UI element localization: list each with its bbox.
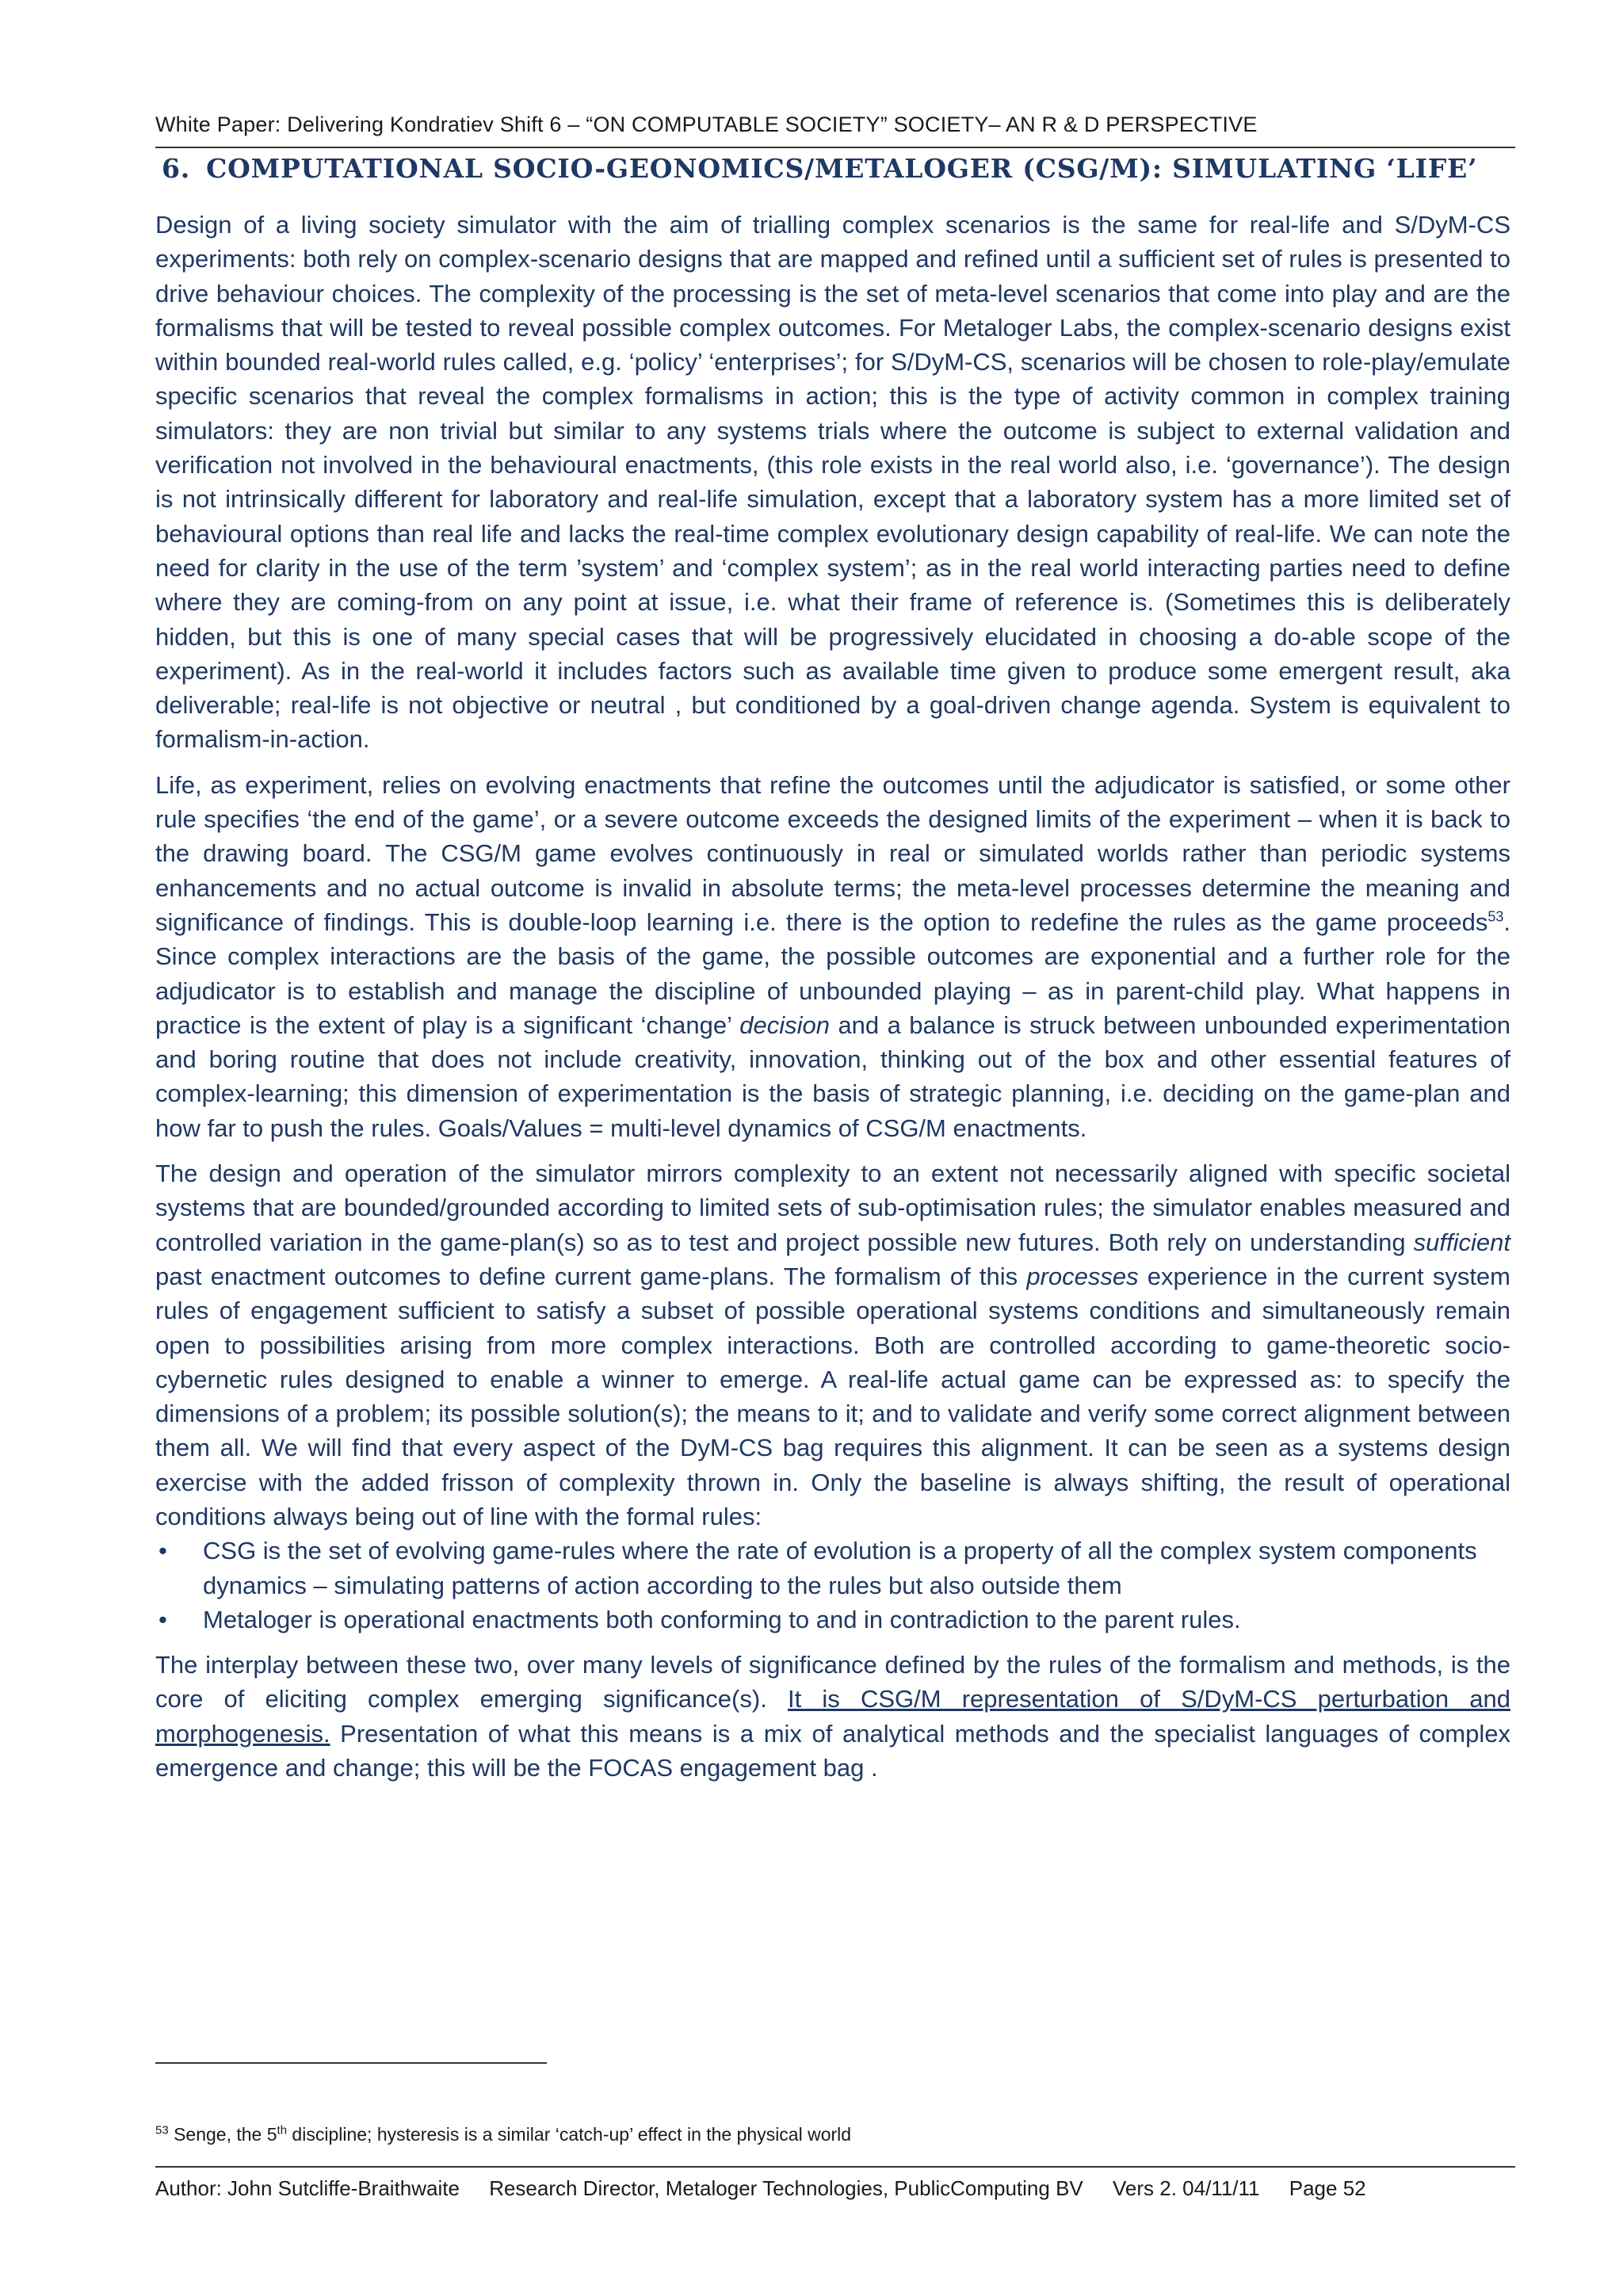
paragraph-3-emphasis-1: sufficient — [1413, 1228, 1510, 1256]
paragraph-2-text-c: and a balance is struck between unbounded experimentation and boring routine that does not include creativity, innovation, thinking out of the box and other essential features of complex-learning; this dimension of experimentation is the basis of strategic planning, i.e. deciding on the game-plan and how far to push the rules. Goals/Values = multi-level dynamics of CSG/M enactments. — [155, 1010, 1510, 1142]
paragraph-4-underlined: It is CSG/M representation of S/DyM-CS perturbation and morphogenesis. — [155, 1685, 1510, 1748]
running-header: White Paper: Delivering Kondratiev Shift 6 – “ON COMPUTABLE SOCIETY” SOCIETY– AN R & D PERSPECTIVE — [155, 113, 1258, 136]
paragraph-3-text-a: The design and operation of the simulator mirrors complexity to an extent not necessarily aligned with specific societal systems that are bounded/grounded according to limited sets of sub-optimisation rules; the simulator enables measured and controlled variation in the game-plan(s) so as to test and project possible new futures. Both rely on understanding — [155, 1159, 1510, 1256]
paragraph-2-text-a: Life, as experiment, relies on evolving enactments that refine the outcomes until the adjudicator is satisfied, or some other rule specifies ‘the end of the game’, or a severe outcome exceeds the designed limits of the experiment – when it is back to the drawing board. The CSG/M game evolves continuously in real or simulated worlds rather than periodic systems enhancements and no actual outcome is invalid in absolute terms; the meta-level processes determine the meaning and significance of findings. This is double-loop learning i.e. there is the option to redefine the rules as the game proceeds — [155, 770, 1510, 936]
paragraph-2-text-b: . Since complex interactions are the basis of the game, the possible outcomes are exponential and a further role for the adjudicator is to establish and manage the discipline of unbounded playing – as in parent-child play. What happens in practice is the extent of play is a significant ‘change’ — [155, 907, 1510, 1039]
footnote-ordinal: th — [277, 2123, 288, 2137]
bullet-list — [155, 1534, 1510, 1637]
paragraph-4 — [155, 1648, 1510, 1785]
section-heading — [162, 153, 1515, 184]
paragraph-4-text-b: Presentation of what this means is a mix of analytical methods and the specialist languages of complex emergence and change; this will be the FOCAS engagement bag . — [155, 1719, 1510, 1782]
list-item — [155, 1534, 1510, 1603]
paragraph-3-emphasis-2: processes — [1026, 1262, 1139, 1290]
paragraph-2 — [155, 768, 1510, 1145]
paragraph-4-text-a: The interplay between these two, over many levels of significance defined by the rules of the formalism and methods, is the core of eliciting complex emerging significance(s). — [155, 1651, 1510, 1713]
section-title: COMPUTATIONAL SOCIO-GEONOMICS/METALOGER (CSG/M): SIMULATING ‘LIFE’ — [206, 153, 1478, 184]
footer-page-number: Page 52 — [1289, 2176, 1366, 2200]
body-text — [155, 208, 1510, 1796]
footnote-divider — [155, 2062, 547, 2064]
paragraph-3-text-c: experience in the current system rules of engagement sufficient to satisfy a subset of possible operational systems conditions and simultaneously remain open to possibilities arising from more complex interactions. Both are controlled according to game-theoretic socio-cybernetic rules designed to enable a winner to emerge. A real-life actual game can be expressed as: to specify the dimensions of a problem; its possible solution(s); the means to it; and to validate and verify some correct alignment between them all. We will find that every aspect of the DyM-CS bag requires this alignment. It can be seen as a systems design exercise with the added frisson of complexity thrown in. Only the baseline is always shifting, the result of operational conditions always being out of line with the formal rules: — [155, 1262, 1510, 1530]
footnote-text-a: Senge, the 5 — [168, 2124, 277, 2145]
footnote — [155, 2124, 851, 2145]
list-item-text: CSG is the set of evolving game-rules where the rate of evolution is a property of all the complex system components dynamics – simulating patterns of action according to the rules but also outside them — [203, 1537, 1477, 1599]
paragraph-1: Design of a living society simulator with the aim of trialling complex scenarios is the same for real-life and S/DyM-CS experiments: both rely on complex-scenario designs that are mapped and refined until a sufficient set of rules is presented to drive behaviour choices. The complexity of the processing is the set of meta-level scenarios that come into play and are the formalisms that will be tested to reveal possible complex outcomes. For Metaloger Labs, the complex-scenario designs exist within bounded real-world rules called, e.g. ‘policy’ ‘enterprises’; for S/DyM-CS, scenarios will be chosen to role-play/emulate specific scenarios that reveal the complex formalisms in action; this is the type of activity common in complex training simulators: they are non trivial but similar to any systems trials where the outcome is subject to external validation and verification not involved in the behavioural enactments, (this role exists in the real world also, i.e. ‘governance’). The design is not intrinsically different for laboratory and real-life simulation, except that a laboratory system has a more limited set of behavioural options than real life and lacks the real-time complex evolutionary design capability of real-life. We can note the need for clarity in the use of the term ’system’ and ‘complex system’; as in the real world interacting parties need to define where they are coming-from on any point at issue, i.e. what their frame of reference is. (Sometimes this is deliberately hidden, but this is one of many special cases that will be progressively elucidated in choosing a do-able scope of the experiment). As in the real-world it includes factors such as available time given to produce some emergent result, aka deliverable; real-life is not objective or neutral , but conditioned by a goal-driven change agenda. System is equivalent to formalism-in-action. — [155, 211, 1510, 754]
footnote-text-b: discipline; hysteresis is a similar ‘catch-up’ effect in the physical world — [287, 2124, 852, 2145]
section-number: 6. — [162, 153, 191, 184]
bullet-icon: • — [158, 1537, 167, 1565]
footer-affiliation: Research Director, Metaloger Technologies, PublicComputing BV — [489, 2176, 1083, 2200]
header-divider — [155, 147, 1515, 148]
footnote-number: 53 — [155, 2123, 169, 2137]
paragraph-3-text-b: past enactment outcomes to define current game-plans. The formalism of this — [155, 1262, 1027, 1290]
bullet-icon: • — [158, 1605, 167, 1633]
footer-divider — [155, 2166, 1515, 2168]
list-item-text: Metaloger is operational enactments both conforming to and in contradiction to the parent rules. — [203, 1605, 1241, 1633]
page-footer — [155, 2176, 1390, 2201]
paragraph-2-emphasis: decision — [739, 1010, 831, 1039]
footer-author: Author: John Sutcliffe-Braithwaite — [155, 2176, 460, 2200]
footnote-reference[interactable]: 53 — [1487, 908, 1504, 925]
list-item — [155, 1603, 1510, 1637]
footer-version: Vers 2. 04/11/11 — [1113, 2176, 1260, 2200]
paragraph-3 — [155, 1156, 1510, 1534]
